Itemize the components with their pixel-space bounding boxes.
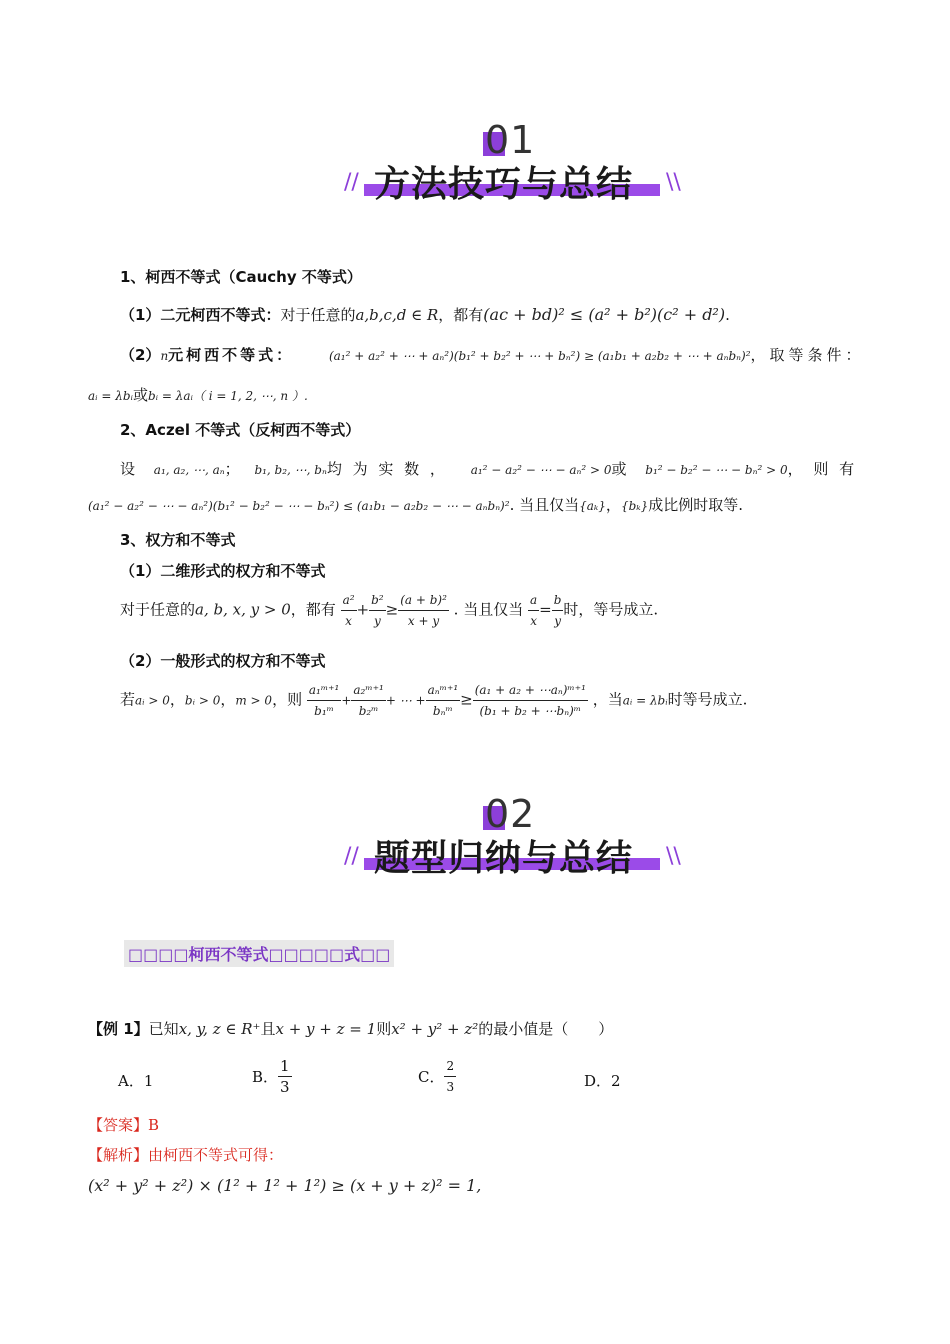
para-2d-form xyxy=(120,590,658,631)
fraction-b-over-y: $\frac{\text{b²}}{y}$ xyxy=(369,590,386,631)
fraction-one-third: $\frac{1}{3}$ xyxy=(280,1057,290,1096)
answer-label: 【答案】 xyxy=(88,1116,149,1134)
heading-power-mean: 3、权方和不等式 xyxy=(120,531,236,549)
math-n: n xyxy=(160,349,169,363)
math-vars: a,b,c,d ∈ R xyxy=(355,306,439,324)
text: 则 xyxy=(376,1020,392,1038)
fraction-sum: $\frac{\text{(a₁ + a₂ + ⋯aₙ)ᵐ⁺¹}}{\text{(b₁ + b₂ + ⋯bₙ)ᵐ}}$ xyxy=(473,680,588,721)
fraction-two-thirds: $\frac{2}{3}$ xyxy=(444,1056,456,1097)
para-general-form: 若aᵢ > 0，bᵢ > 0，m > 0，则 $\frac{\text{a₁ᵐ⁺¹}}{\text{b₁ᵐ}}$ + $\frac{\text{a₂ᵐ⁺¹}}{\text{b₂ᵐ}}$ + ⋯ + $\frac{\text{aₙᵐ⁺¹}}{\text{bₙᵐ}}$ ≥ $\frac{\text{(a₁ + a₂ + ⋯aₙ)ᵐ⁺¹}}{\text{(b₁ + b₂ + ⋯bₙ)ᵐ}}$ ，当aᵢ = λbᵢ时等号成立. xyxy=(120,680,747,721)
fraction-term-n: $\frac{\text{aₙᵐ⁺¹}}{\text{bₙᵐ}}$ xyxy=(426,680,461,721)
placeholder-glyphs: □□ xyxy=(360,945,391,964)
text: ； xyxy=(224,460,240,478)
type-title-text-2: 式 xyxy=(344,945,361,964)
example-label: 【例 1】 xyxy=(88,1020,149,1038)
option-d[interactable]: D．2 xyxy=(584,1072,621,1090)
option-c[interactable]: C． $\frac{2}{3}$ xyxy=(418,1056,456,1097)
math-cond-b: b₁² − b₂² − ⋯ − bₙ² > 0 xyxy=(645,463,788,477)
para-equality-cond xyxy=(88,384,308,405)
math-cond-a: aᵢ > 0 xyxy=(135,693,170,708)
text: 且 xyxy=(260,1020,276,1038)
solution xyxy=(88,1144,283,1165)
fraction-sum: $\frac{\text{(a + b)²}}{x + y}$ xyxy=(398,590,449,631)
text: ，则 xyxy=(272,690,303,709)
label: （2） xyxy=(120,346,161,364)
math-cond-a: a₁² − a₂² − ⋯ − aₙ² > 0 xyxy=(470,463,612,477)
text: ，当 xyxy=(592,690,623,709)
slash-right-icon: \\ xyxy=(666,844,681,869)
text: 时等号成立. xyxy=(667,690,748,709)
placeholder-glyphs: □□□□ xyxy=(128,945,189,964)
text: 对于任意的 xyxy=(280,306,356,324)
math-bk: {bₖ} xyxy=(620,499,649,513)
math-cond-m: m > 0 xyxy=(235,693,273,708)
banner-number: 02 xyxy=(485,792,536,836)
heading-2d-form: （1）二维形式的权方和不等式 xyxy=(120,562,326,580)
math-formula: (ac + bd)² ≤ (a² + b²)(c² + d²) xyxy=(483,305,726,324)
label: 元柯西不等式： xyxy=(168,346,295,364)
text: ， xyxy=(605,496,621,514)
math-expr: x² + y² + z² xyxy=(391,1020,479,1038)
ge: ≥ xyxy=(385,600,399,619)
fraction-a-over-x: $\frac{\text{a²}}{x}$ xyxy=(341,590,357,631)
fraction-b-y: $\frac{b}{y}$ xyxy=(552,590,564,631)
heading-general-form: （2）一般形式的权方和不等式 xyxy=(120,652,326,670)
text: 已知 xyxy=(148,1020,179,1038)
example-1 xyxy=(88,1018,613,1039)
text: . 当且仅当 xyxy=(509,496,580,514)
text: 成比例时取等. xyxy=(648,496,744,514)
plus: + xyxy=(356,600,370,619)
fraction-a-x: $\frac{a}{x}$ xyxy=(528,590,539,631)
fraction-term-2: $\frac{\text{a₂ᵐ⁺¹}}{\text{b₂ᵐ}}$ xyxy=(351,680,385,721)
fraction-term-1: $\frac{\text{a₁ᵐ⁺¹}}{\text{b₁ᵐ}}$ xyxy=(307,680,341,721)
section-banner-02 xyxy=(340,792,680,892)
text: ，都有 xyxy=(438,306,484,324)
answer xyxy=(88,1114,159,1135)
dots: + ⋯ + xyxy=(385,693,426,708)
math-seq-a: a₁, a₂, ⋯, aₙ xyxy=(153,463,225,477)
text: . 当且仅当 xyxy=(453,600,524,619)
math-range: （ i = 1, 2, ⋯, n ）. xyxy=(192,389,308,403)
banner-title: 方法技巧与总结 xyxy=(374,164,634,205)
type-title-text: 柯西不等式 xyxy=(188,945,269,964)
text: 对于任意的 xyxy=(120,600,196,619)
banner-title: 题型归纳与总结 xyxy=(374,838,634,879)
math-eq2: bᵢ = λaᵢ xyxy=(147,389,193,403)
para-aczel-setup xyxy=(120,458,857,479)
para-n-cauchy xyxy=(120,344,865,365)
text: ，取等条件： xyxy=(750,346,865,364)
text: 设 xyxy=(120,460,136,478)
text: ，都有 xyxy=(290,600,336,619)
math-vars: x, y, z ∈ R⁺ xyxy=(178,1020,261,1038)
para-aczel-formula xyxy=(88,494,743,515)
heading-aczel: 2、Aczel 不等式（反柯西不等式） xyxy=(120,421,361,439)
math-eq1: aᵢ = λbᵢ xyxy=(88,389,133,403)
option-a[interactable]: A．1 xyxy=(118,1072,154,1090)
label: （1）二元柯西不等式： xyxy=(120,306,281,324)
text: 均 为 实 数 ， xyxy=(326,460,448,478)
type-title xyxy=(124,940,394,967)
option-b[interactable]: B． $\frac{1}{3}$ xyxy=(252,1057,290,1096)
ge: ≥ xyxy=(460,690,473,709)
answer-value: B xyxy=(148,1116,160,1134)
eq: = xyxy=(539,600,552,619)
text: 或 xyxy=(132,386,148,404)
math-cond: x + y + z = 1 xyxy=(275,1020,377,1038)
text: ， 则 有 xyxy=(787,460,858,478)
slash-left-icon: // xyxy=(344,844,359,869)
banner-number: 01 xyxy=(485,118,536,162)
solution-label: 【解析】 xyxy=(88,1146,149,1164)
text: 的最小值是（ ） xyxy=(478,1020,614,1038)
math-vars: a, b, x, y > 0 xyxy=(195,600,291,619)
slash-right-icon: \\ xyxy=(666,170,681,195)
math-formula: (a₁² − a₂² − ⋯ − aₙ²)(b₁² − b₂² − ⋯ − bₙ²) ≤ (a₁b₁ − a₂b₂ − ⋯ − aₙbₙ)² xyxy=(88,499,510,513)
text: 或 xyxy=(611,460,627,478)
section-banner-01 xyxy=(340,118,680,218)
slash-left-icon: // xyxy=(344,170,359,195)
math-eq: aᵢ = λbᵢ xyxy=(622,693,668,708)
math-cond-b: bᵢ > 0 xyxy=(184,693,221,708)
math-formula: (a₁² + a₂² + ⋯ + aₙ²)(b₁² + b₂² + ⋯ + bₙ²) ≥ (a₁b₁ + a₂b₂ + ⋯ + aₙbₙ)² xyxy=(328,349,751,363)
heading-cauchy: 1、柯西不等式（Cauchy 不等式） xyxy=(120,268,362,286)
math-seq-b: b₁, b₂, ⋯, bₙ xyxy=(254,463,327,477)
para-binary-cauchy xyxy=(120,304,730,325)
text: 时，等号成立. xyxy=(563,600,659,619)
text: 若 xyxy=(120,690,136,709)
solution-text: 由柯西不等式可得： xyxy=(148,1146,284,1164)
text: . xyxy=(725,306,730,324)
placeholder-glyphs: □□□□□ xyxy=(268,945,345,964)
math-ak: {aₖ} xyxy=(579,499,606,513)
solution-formula: (x² + y² + z²) × (1² + 1² + 1²) ≥ (x + y + z)² = 1, xyxy=(88,1176,482,1195)
